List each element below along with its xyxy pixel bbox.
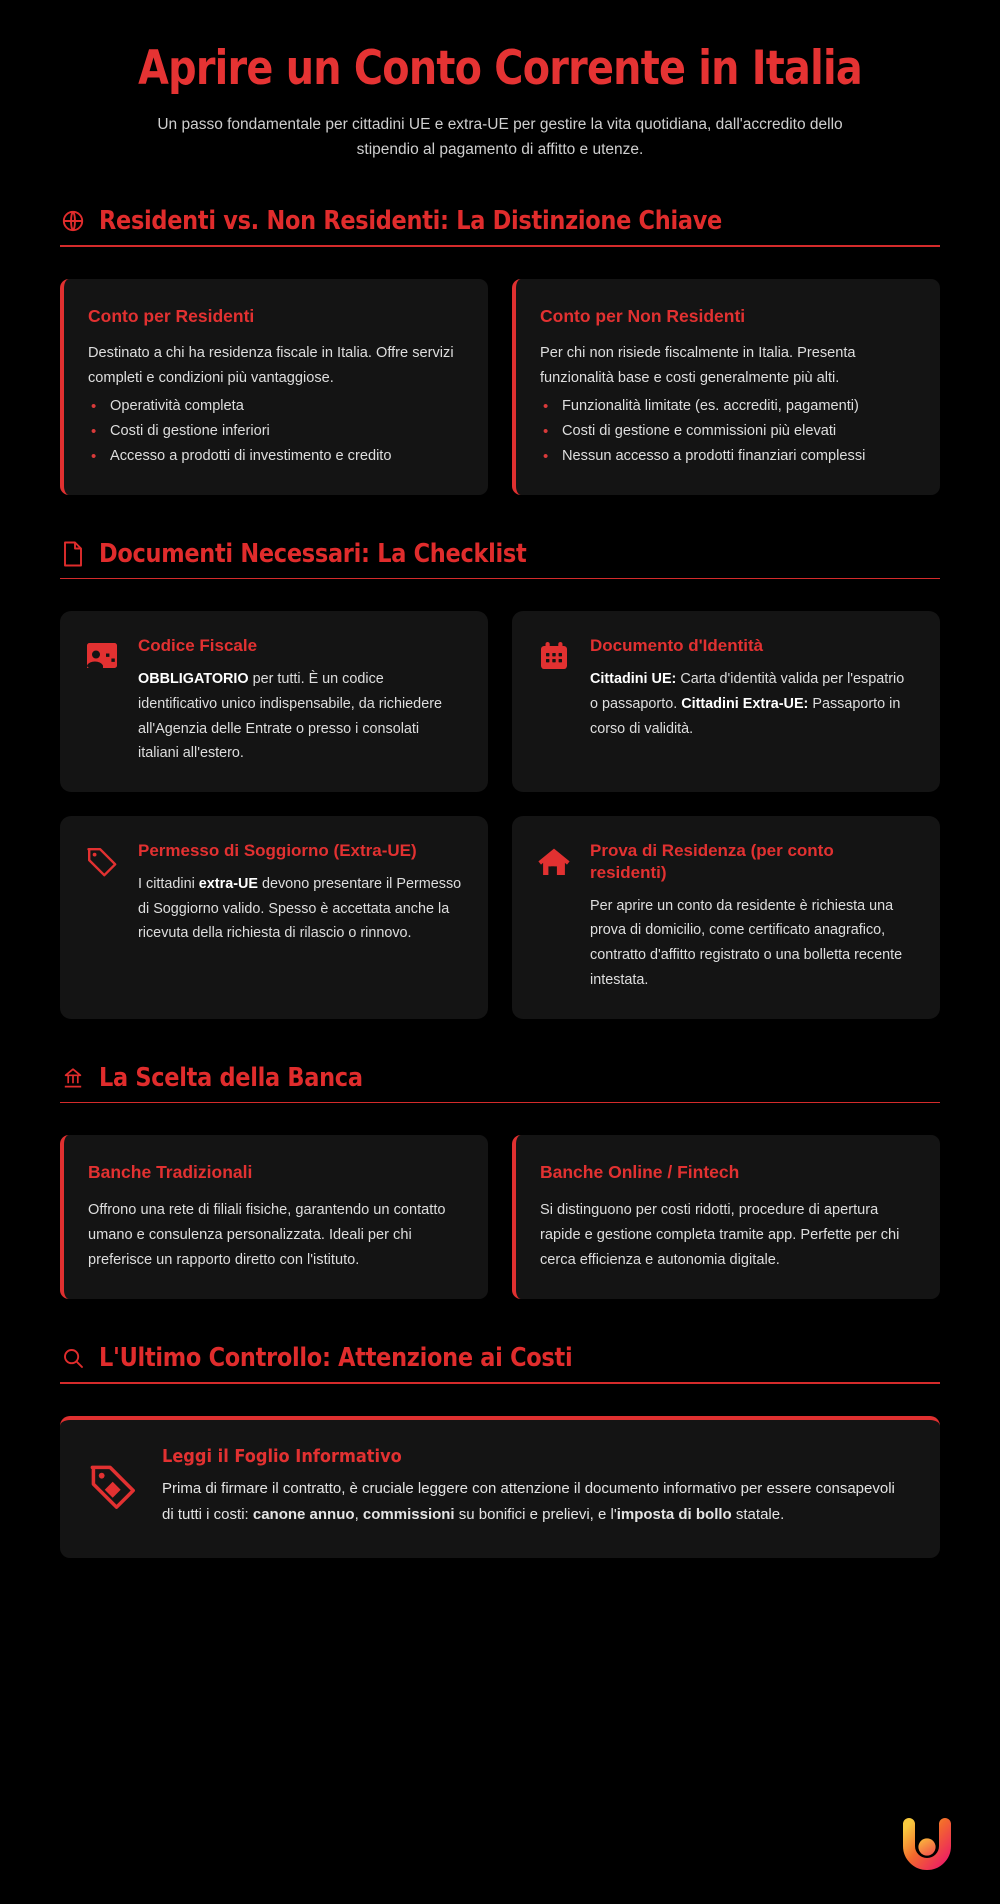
card-bullet-list bbox=[88, 394, 462, 469]
section-divider bbox=[60, 245, 940, 247]
card-banche-online-fintech bbox=[512, 1135, 940, 1299]
section-header-ultimo-controllo bbox=[60, 1343, 940, 1384]
card-documento-identita bbox=[512, 611, 940, 792]
tag-icon bbox=[86, 1460, 140, 1514]
section-ultimo-controllo bbox=[0, 1343, 1000, 1557]
section-header-documenti bbox=[60, 539, 940, 580]
card-title: Codice Fiscale bbox=[138, 636, 258, 656]
card-body: Offrono una rete di filiali fisiche, garantendo un contatto umano e consulenza personalizzata. Ideali per chi preferisce un rapporto diretto con l'istituto. bbox=[88, 1202, 446, 1269]
card-body: Si distinguono per costi ridotti, procedure di apertura rapide e gestione completa tramite app. Perfette per chi cerca efficienza e autonomia digitale. bbox=[540, 1202, 900, 1269]
section-residenti bbox=[0, 206, 1000, 495]
page-header bbox=[0, 0, 1000, 162]
card-conto-residenti bbox=[60, 279, 488, 495]
card-body: Per chi non risiede fiscalmente in Italia. Presenta funzionalità base e costi generalmente più alti. bbox=[540, 345, 856, 387]
documents-card-grid bbox=[60, 611, 940, 1018]
section-header-residenti bbox=[60, 206, 940, 247]
section-title: L'Ultimo Controllo: Attenzione ai Costi bbox=[99, 1343, 573, 1374]
card-title: Conto per Non Residenti bbox=[540, 305, 746, 326]
card-title: Documento d'Identità bbox=[590, 636, 764, 656]
card-body: Prima di firmare il contratto, è cruciale leggere con attenzione il documento informativo per essere consapevoli di tutti i costi: canone annuo, commissioni su bonifici e prelievi, e l'imposta di bollo statale. bbox=[162, 1479, 895, 1523]
search-icon bbox=[60, 1345, 86, 1371]
card-permesso-soggiorno bbox=[60, 816, 488, 1019]
card-conto-non-residenti bbox=[512, 279, 940, 495]
u-logo bbox=[896, 1816, 958, 1878]
list-item: • Nessun accesso a prodotti finanziari complessi bbox=[540, 444, 914, 469]
tag-icon bbox=[84, 844, 120, 880]
card-banche-tradizionali bbox=[60, 1135, 488, 1299]
section-divider bbox=[60, 1102, 940, 1104]
card-title: Banche Online / Fintech bbox=[540, 1162, 740, 1183]
residency-card-grid bbox=[60, 279, 940, 495]
card-title: Conto per Residenti bbox=[88, 305, 255, 326]
section-title: Documenti Necessari: La Checklist bbox=[99, 538, 527, 569]
card-prova-residenza bbox=[512, 816, 940, 1019]
card-title: Leggi il Foglio Informativo bbox=[162, 1445, 402, 1467]
list-item: • Accesso a prodotti di investimento e credito bbox=[88, 444, 462, 469]
list-item: • Operatività completa bbox=[88, 394, 462, 419]
card-body: Cittadini UE: Carta d'identità valida per l'espatrio o passaporto. Cittadini Extra-UE: Passaporto in corso di validità. bbox=[590, 671, 905, 737]
bank-icon bbox=[60, 1065, 86, 1091]
list-item: • Costi di gestione inferiori bbox=[88, 419, 462, 444]
card-title: Permesso di Soggiorno (Extra-UE) bbox=[138, 841, 417, 861]
card-bullet-list bbox=[540, 394, 914, 469]
card-body: Per aprire un conto da residente è richiesta una prova di domicilio, come certificato anagrafico, contratto d'affitto registrato o una bolletta recente intestata. bbox=[590, 897, 903, 988]
section-title: La Scelta della Banca bbox=[99, 1062, 363, 1093]
list-item: • Funzionalità limitate (es. accrediti, pagamenti) bbox=[540, 394, 914, 419]
document-icon bbox=[60, 541, 86, 567]
card-body: I cittadini extra-UE devono presentare il Permesso di Soggiorno valido. Spesso è accettata anche la ricevuta della richiesta di rilascio o rinnovo. bbox=[138, 875, 462, 942]
section-scelta-banca bbox=[0, 1063, 1000, 1300]
list-item: • Costi di gestione e commissioni più elevati bbox=[540, 419, 914, 444]
id-card-icon bbox=[84, 639, 120, 675]
home-icon bbox=[536, 844, 572, 880]
section-title: Residenti vs. Non Residenti: La Distinzione Chiave bbox=[99, 205, 723, 236]
section-divider bbox=[60, 1382, 940, 1384]
page-title: Aprire un Conto Corrente in Italia bbox=[138, 41, 862, 96]
card-body: Destinato a chi ha residenza fiscale in Italia. Offre servizi completi e condizioni più vantaggiose. bbox=[88, 345, 454, 387]
card-title: Prova di Residenza (per conto residenti) bbox=[590, 841, 834, 882]
page-subtitle: Un passo fondamentale per cittadini UE e extra-UE per gestire la vita quotidiana, dall'accredito dello stipendio al pagamento di affitto e utenze. bbox=[157, 115, 843, 158]
section-header-scelta-banca bbox=[60, 1063, 940, 1104]
section-documenti bbox=[0, 539, 1000, 1019]
card-codice-fiscale bbox=[60, 611, 488, 792]
section-divider bbox=[60, 578, 940, 580]
card-foglio-informativo bbox=[60, 1416, 940, 1558]
card-title: Banche Tradizionali bbox=[88, 1162, 253, 1183]
globe-icon bbox=[60, 208, 86, 234]
card-body: OBBLIGATORIO per tutti. È un codice identificativo unico indispensabile, da richiedere all'Agenzia delle Entrate o presso i consolati italiani all'estero. bbox=[138, 671, 442, 762]
calendar-icon bbox=[536, 639, 572, 675]
bank-card-grid bbox=[60, 1135, 940, 1299]
